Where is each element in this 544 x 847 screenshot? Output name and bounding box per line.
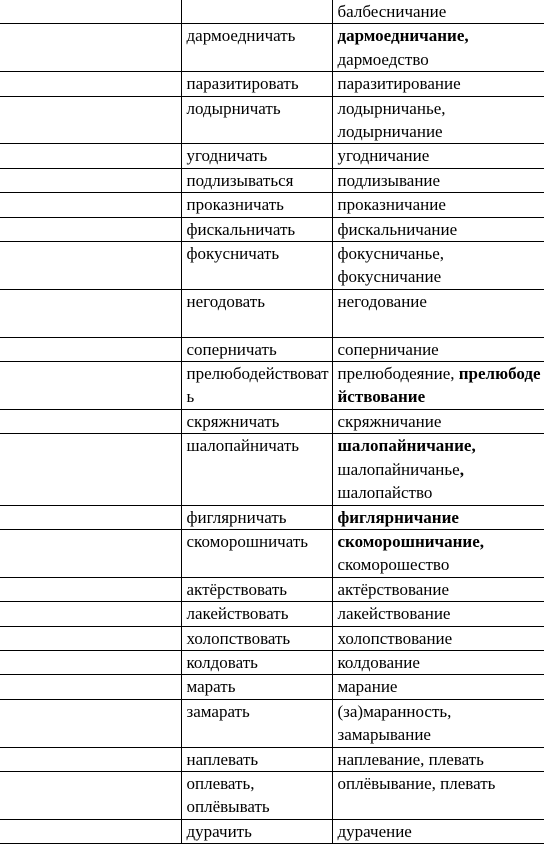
noun-cell	[332, 168, 544, 192]
row-marker-cell	[0, 577, 181, 601]
row-marker-cell	[0, 602, 181, 626]
noun-text: негодование	[337, 291, 427, 311]
table-row	[0, 24, 544, 72]
noun-text: фискальничание	[337, 219, 458, 239]
row-marker-cell	[0, 72, 181, 96]
noun-text: лакействование	[337, 604, 451, 624]
row-marker-cell	[0, 144, 181, 168]
noun-cell	[332, 747, 544, 771]
row-marker-cell	[0, 289, 181, 337]
verb-cell: фокусничать	[181, 242, 332, 290]
noun-text: проказничание	[337, 195, 446, 215]
noun-text: прелюбодеяние,	[337, 364, 455, 384]
noun-text: балбесничание	[337, 2, 447, 21]
noun-text: угодничание	[337, 146, 430, 166]
verb-cell: дурачить	[181, 819, 332, 843]
noun-bold: ,	[459, 459, 464, 479]
noun-text: (за)маранность, замарывание	[337, 701, 452, 745]
noun-cell	[332, 72, 544, 96]
noun-text: лодырничанье, лодырничание	[337, 98, 446, 142]
row-marker-cell	[0, 434, 181, 505]
noun-bold: прелюбодействование	[337, 364, 541, 407]
verb-cell: актёрствовать	[181, 577, 332, 601]
row-marker-cell	[0, 24, 181, 72]
table-row	[0, 747, 544, 771]
noun-text: шалопайничанье	[337, 459, 460, 479]
row-marker-cell	[0, 96, 181, 144]
noun-cell	[332, 217, 544, 241]
row-marker-cell	[0, 529, 181, 577]
table-row	[0, 626, 544, 650]
noun-text: фокусничанье, фокусничание	[337, 244, 445, 287]
noun-cell	[332, 0, 544, 24]
table-row	[0, 242, 544, 290]
verb-cell: угодничать	[181, 144, 332, 168]
noun-cell	[332, 144, 544, 168]
row-marker-cell	[0, 699, 181, 747]
verb-cell: негодовать	[181, 289, 332, 337]
verb-cell: соперничать	[181, 337, 332, 361]
row-marker-cell	[0, 771, 181, 819]
table-row	[0, 819, 544, 843]
table-row	[0, 675, 544, 699]
verb-cell: наплевать	[181, 747, 332, 771]
noun-cell	[332, 289, 544, 337]
row-marker-cell	[0, 505, 181, 529]
verb-cell: фискальничать	[181, 217, 332, 241]
table-row	[0, 602, 544, 626]
noun-cell	[332, 602, 544, 626]
noun-cell	[332, 505, 544, 529]
table-row	[0, 505, 544, 529]
noun-text: скряжничание	[337, 411, 442, 431]
noun-bold: фиглярничание	[337, 507, 459, 527]
row-marker-cell	[0, 168, 181, 192]
table-row	[0, 217, 544, 241]
noun-cell	[332, 626, 544, 650]
verb-cell	[181, 0, 332, 24]
table-row	[0, 96, 544, 144]
table-row	[0, 168, 544, 192]
table-row	[0, 650, 544, 674]
noun-bold: дармоедничание,	[337, 26, 469, 46]
row-marker-cell	[0, 747, 181, 771]
noun-cell	[332, 699, 544, 747]
noun-text: оплёвывание, плевать	[337, 773, 496, 793]
table-row	[0, 699, 544, 747]
row-marker-cell	[0, 819, 181, 843]
verb-cell: шалопайничать	[181, 434, 332, 505]
noun-bold: скоморошничание,	[337, 531, 485, 551]
verb-cell: дармоедничать	[181, 24, 332, 72]
verb-cell: оплевать, оплёвывать	[181, 771, 332, 819]
verb-cell: фиглярничать	[181, 505, 332, 529]
table-row	[0, 193, 544, 217]
row-marker-cell	[0, 0, 181, 24]
noun-cell	[332, 650, 544, 674]
row-marker-cell	[0, 626, 181, 650]
verb-cell: марать	[181, 675, 332, 699]
row-marker-cell	[0, 193, 181, 217]
noun-cell	[332, 193, 544, 217]
noun-cell	[332, 337, 544, 361]
noun-text: актёрствование	[337, 579, 450, 599]
noun-text: паразитирование	[337, 74, 461, 94]
noun-text: дармоедство	[337, 49, 429, 69]
table-row	[0, 409, 544, 433]
noun-bold: шалопайничание,	[337, 436, 476, 456]
verb-cell: проказничать	[181, 193, 332, 217]
noun-cell	[332, 577, 544, 601]
verb-cell: замарать	[181, 699, 332, 747]
table-row	[0, 72, 544, 96]
verb-cell: колдовать	[181, 650, 332, 674]
verb-cell: подлизываться	[181, 168, 332, 192]
noun-text: соперничание	[337, 339, 439, 359]
noun-text: подлизывание	[337, 170, 441, 190]
table-row	[0, 529, 544, 577]
noun-text: шалопайство	[337, 483, 433, 503]
table-row	[0, 0, 544, 24]
noun-text: колдование	[337, 652, 420, 672]
verb-cell: холопствовать	[181, 626, 332, 650]
noun-cell	[332, 819, 544, 843]
noun-cell	[332, 434, 544, 505]
noun-text: наплевание, плевать	[337, 749, 484, 769]
noun-cell	[332, 771, 544, 819]
noun-cell	[332, 242, 544, 290]
verb-cell: скряжничать	[181, 409, 332, 433]
noun-text: скоморошество	[337, 555, 450, 575]
row-marker-cell	[0, 362, 181, 410]
verb-cell: скоморошничать	[181, 529, 332, 577]
verb-cell: лакействовать	[181, 602, 332, 626]
table-row	[0, 337, 544, 361]
table-row	[0, 771, 544, 819]
row-marker-cell	[0, 337, 181, 361]
noun-cell	[332, 675, 544, 699]
noun-cell	[332, 96, 544, 144]
noun-cell	[332, 362, 544, 410]
row-marker-cell	[0, 675, 181, 699]
noun-text: дурачение	[337, 821, 412, 841]
table-row	[0, 144, 544, 168]
row-marker-cell	[0, 409, 181, 433]
noun-text: холопствование	[337, 628, 453, 648]
table-row	[0, 289, 544, 337]
row-marker-cell	[0, 650, 181, 674]
verb-cell: лодырничать	[181, 96, 332, 144]
row-marker-cell	[0, 217, 181, 241]
noun-cell	[332, 24, 544, 72]
verb-cell: паразитировать	[181, 72, 332, 96]
table-row	[0, 577, 544, 601]
row-marker-cell	[0, 242, 181, 290]
noun-cell	[332, 409, 544, 433]
table-row	[0, 362, 544, 410]
noun-cell	[332, 529, 544, 577]
verb-cell: прелюбодействовать	[181, 362, 332, 410]
table-row	[0, 434, 544, 505]
noun-text: марание	[337, 677, 398, 697]
